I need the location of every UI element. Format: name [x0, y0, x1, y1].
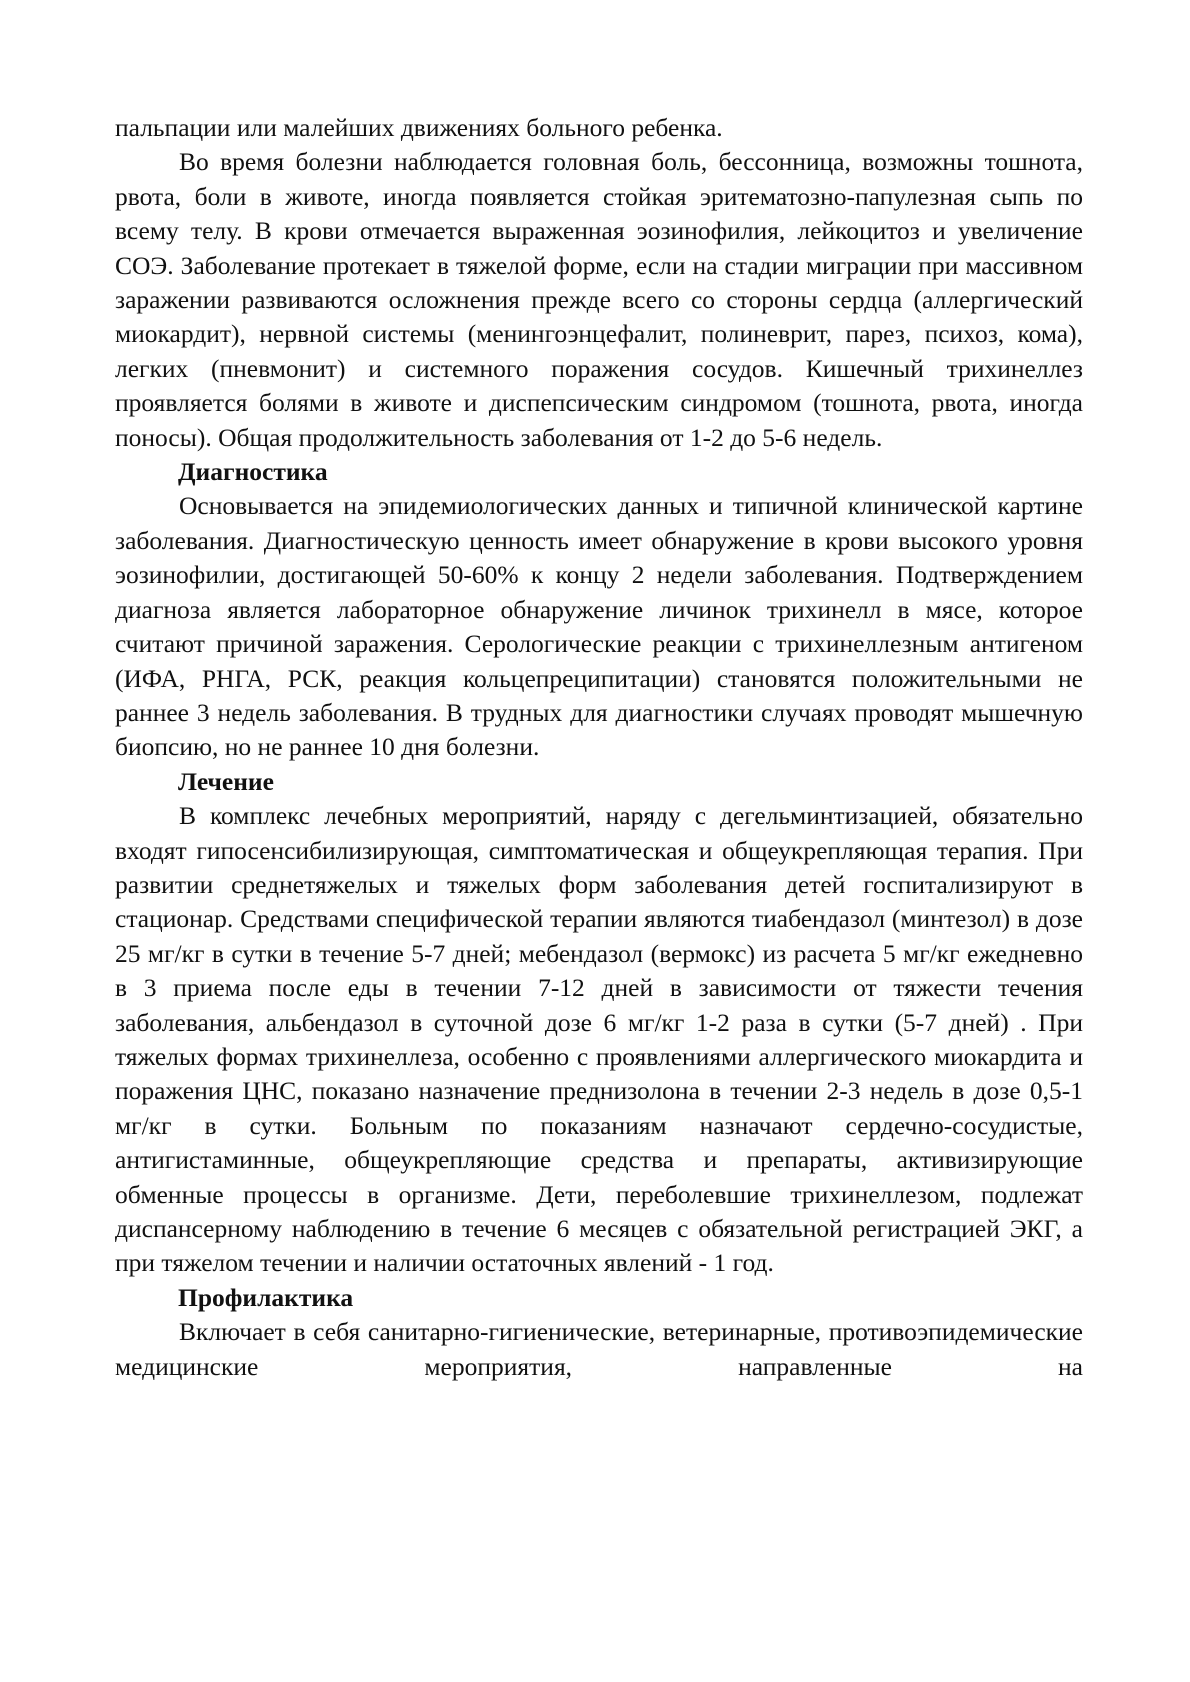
paragraph-symptoms: Во время болезни наблюдается головная боль, бессонница, возможны тошнота, рвота, боли в животе, иногда появляется стойкая эритематозно-папулезная сыпь по всему телу. В крови отмечается выраженная эозинофилия, лейкоцитоз и увеличение СОЭ. Заболевание протекает в тяжелой форме, если на стадии миграции при массивном заражении развиваются осложнения прежде всего со стороны сердца (аллергический миокардит), нервной системы (менингоэнцефалит, полиневрит, парез, психоз, кома), легких (пневмонит) и системного поражения сосудов. Кишечный трихинеллез проявляется болями в животе и диспепсическим синдромом (тошнота, рвота, иногда поносы). Общая продолжительность заболевания от 1-2 до 5-6 недель. — [115, 147, 1083, 452]
paragraph-treatment: В комплекс лечебных мероприятий, наряду с дегельминтизацией, обязательно входят гипосенсибилизирующая, симптоматическая и общеукрепляющая терапия. При развитии среднетяжелых и тяжелых форм заболевания детей госпитализируют в стационар. Средствами специфической терапии являются тиабендазол (минтезол) в дозе 25 мг/кг в сутки в течение 5-7 дней; мебендазол (вермокс) из расчета 5 мг/кг ежедневно в 3 приема после еды в течении 7-12 дней в зависимости от тяжести течения заболевания, альбендазол в суточной дозе 6 мг/кг 1-2 раза в сутки (5-7 дней) . При тяжелых формах трихинеллеза, особенно с проявлениями аллергического миокардита и поражения ЦНС, показано назначение преднизолона в течении 2-3 недель в дозе 0,5-1 мг/кг в сутки. Больным по показаниям назначают сердечно-сосудистые, антигистаминные, общеукрепляющие средства и препараты, активизирующие обменные процессы в организме. Дети, переболевшие трихинеллезом, подлежат диспансерному наблюдению в течение 6 месяцев с обязательной регистрацией ЭКГ, а при тяжелом течении и наличии остаточных явлений - 1 год. — [115, 801, 1083, 1278]
text-column — [115, 111, 1083, 1384]
heading-prevention: Профилактика — [178, 1282, 354, 1312]
heading-treatment: Лечение — [178, 766, 274, 796]
paragraph-diagnostics: Основывается на эпидемиологических данных и типичной клинической картине заболевания. Диагностическую ценность имеет обнаружение в крови высокого уровня эозинофилии, достигающей 50-60% к концу 2 недели заболевания. Подтверждением диагноза является лабораторное обнаружение личинок трихинелл в мясе, которое считают причиной заражения. Серологические реакции с трихинеллезным антигеном (ИФА, РНГА, РСК, реакция кольцепреципитации) становятся положительными не раннее 3 недель заболевания. В трудных для диагностики случаях проводят мышечную биопсию, но не раннее 10 дня болезни. — [115, 491, 1083, 762]
heading-diagnostics: Диагностика — [178, 457, 328, 487]
paragraph-intro-continuation: пальпации или малейших движениях больного ребенка. — [115, 113, 723, 142]
paragraph-prevention: Включает в себя санитарно-гигиенические, ветеринарные, противоэпидемические медицинские мероприятия, направленные на — [115, 1317, 1083, 1381]
